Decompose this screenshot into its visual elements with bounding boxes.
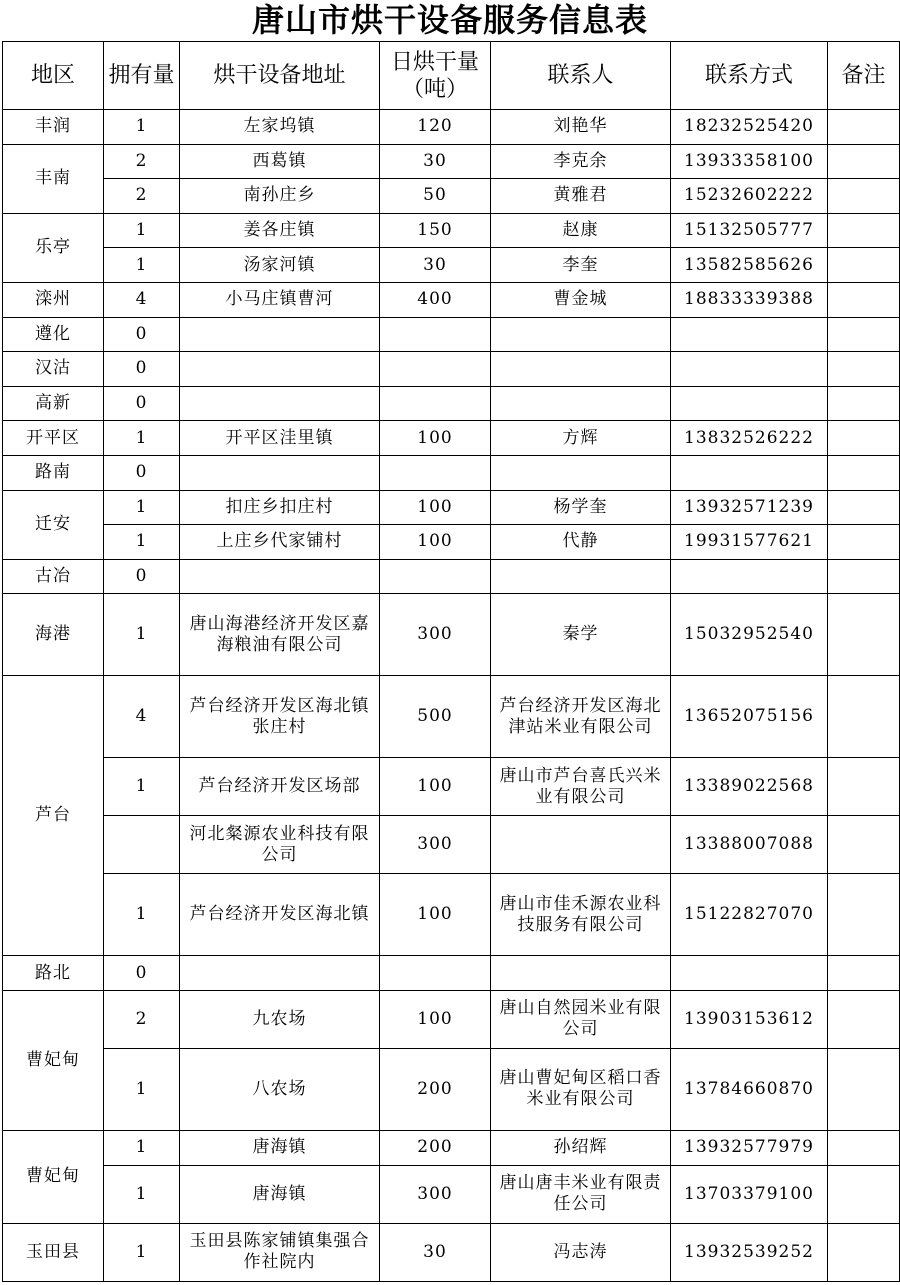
address-cell: 唐山海港经济开发区嘉海粮油有限公司 [180,594,380,676]
phone-cell: 13582585626 [671,248,828,283]
region-cell: 滦州 [3,282,104,317]
capacity-cell: 50 [380,179,491,214]
table-row [3,248,900,283]
region-cell: 路南 [3,455,104,490]
address-cell: 芦台经济开发区海北镇 [180,874,380,956]
region-cell: 丰润 [3,110,104,145]
contact-cell [491,956,671,991]
table-row [3,559,900,594]
address-cell [180,386,380,421]
contact-cell [491,317,671,352]
phone-cell: 15232602222 [671,179,828,214]
phone-cell [671,455,828,490]
region-cell: 开平区 [3,421,104,456]
address-cell: 姜各庄镇 [180,213,380,248]
note-cell [828,1223,900,1281]
capacity-cell [380,352,491,387]
count-cell: 2 [104,990,180,1048]
contact-cell: 唐山市芦台喜氏兴米业有限公司 [491,758,671,816]
header-note: 备注 [828,42,900,110]
table-row [3,110,900,145]
header-phone: 联系方式 [671,42,828,110]
count-cell: 0 [104,455,180,490]
capacity-cell: 200 [380,1048,491,1130]
note-cell [828,874,900,956]
region-cell: 古冶 [3,559,104,594]
table-row [3,282,900,317]
phone-cell [671,352,828,387]
dryer-info-table [2,41,900,1282]
count-cell: 1 [104,248,180,283]
count-cell: 0 [104,386,180,421]
count-cell: 0 [104,317,180,352]
address-cell: 八农场 [180,1048,380,1130]
capacity-cell: 120 [380,110,491,145]
address-cell: 汤家河镇 [180,248,380,283]
contact-cell: 唐山唐丰米业有限责任公司 [491,1165,671,1223]
note-cell [828,758,900,816]
contact-cell: 代静 [491,525,671,560]
header-region: 地区 [3,42,104,110]
table-body [3,110,900,1282]
table-row [3,179,900,214]
page-title: 唐山市烘干设备服务信息表 [251,1,648,39]
count-cell: 4 [104,676,180,758]
count-cell: 1 [104,1165,180,1223]
phone-cell [671,956,828,991]
capacity-cell: 100 [380,758,491,816]
contact-cell: 李奎 [491,248,671,283]
contact-cell: 秦学 [491,594,671,676]
table-row [3,956,900,991]
note-cell [828,179,900,214]
phone-cell: 13652075156 [671,676,828,758]
address-cell: 芦台经济开发区场部 [180,758,380,816]
contact-cell: 冯志涛 [491,1223,671,1281]
table-row [3,676,900,758]
note-cell [828,525,900,560]
count-cell: 1 [104,421,180,456]
region-cell: 曹妃甸 [3,990,104,1130]
count-cell: 4 [104,282,180,317]
phone-cell: 13389022568 [671,758,828,816]
address-cell: 玉田县陈家铺镇集强合作社院内 [180,1223,380,1281]
count-cell: 0 [104,352,180,387]
contact-cell: 李克余 [491,144,671,179]
contact-cell [491,816,671,874]
count-cell: 1 [104,110,180,145]
phone-cell: 13932577979 [671,1130,828,1165]
region-cell: 汉沽 [3,352,104,387]
table-row [3,213,900,248]
table-row [3,317,900,352]
count-cell [104,816,180,874]
note-cell [828,213,900,248]
address-cell: 河北粲源农业科技有限公司 [180,816,380,874]
note-cell [828,317,900,352]
phone-cell: 13388007088 [671,816,828,874]
phone-cell: 15032952540 [671,594,828,676]
capacity-cell: 500 [380,676,491,758]
count-cell: 1 [104,525,180,560]
phone-cell: 13933358100 [671,144,828,179]
count-cell: 1 [104,213,180,248]
region-cell: 曹妃甸 [3,1130,104,1223]
capacity-cell: 300 [380,816,491,874]
note-cell [828,816,900,874]
header-address: 烘干设备地址 [180,42,380,110]
note-cell [828,594,900,676]
phone-cell: 18833339388 [671,282,828,317]
note-cell [828,352,900,387]
count-cell: 1 [104,1048,180,1130]
contact-cell: 唐山自然园米业有限公司 [491,990,671,1048]
phone-cell [671,559,828,594]
phone-cell [671,317,828,352]
contact-cell: 刘艳华 [491,110,671,145]
region-cell: 海港 [3,594,104,676]
count-cell: 2 [104,179,180,214]
capacity-cell: 300 [380,1165,491,1223]
capacity-cell [380,386,491,421]
capacity-cell: 30 [380,1223,491,1281]
region-cell: 芦台 [3,676,104,956]
table-row [3,421,900,456]
phone-cell: 13832526222 [671,421,828,456]
note-cell [828,282,900,317]
note-cell [828,421,900,456]
contact-cell: 唐山曹妃甸区稻口香米业有限公司 [491,1048,671,1130]
phone-cell: 13903153612 [671,990,828,1048]
address-cell: 上庄乡代家铺村 [180,525,380,560]
phone-cell: 13703379100 [671,1165,828,1223]
address-cell: 扣庄乡扣庄村 [180,490,380,525]
capacity-cell [380,317,491,352]
note-cell [828,1165,900,1223]
note-cell [828,386,900,421]
region-cell: 遵化 [3,317,104,352]
note-cell [828,490,900,525]
header-contact: 联系人 [491,42,671,110]
count-cell: 0 [104,956,180,991]
table-row [3,490,900,525]
count-cell: 0 [104,559,180,594]
count-cell: 1 [104,490,180,525]
table-row [3,455,900,490]
contact-cell: 芦台经济开发区海北津站米业有限公司 [491,676,671,758]
phone-cell: 13784660870 [671,1048,828,1130]
count-cell: 1 [104,1130,180,1165]
address-cell [180,559,380,594]
table-row [3,352,900,387]
capacity-cell: 100 [380,874,491,956]
address-cell: 唐海镇 [180,1165,380,1223]
capacity-cell: 100 [380,421,491,456]
table-row [3,758,900,816]
address-cell: 开平区洼里镇 [180,421,380,456]
phone-cell: 15122827070 [671,874,828,956]
contact-cell: 方辉 [491,421,671,456]
note-cell [828,110,900,145]
contact-cell [491,386,671,421]
note-cell [828,1048,900,1130]
address-cell: 西葛镇 [180,144,380,179]
capacity-cell: 150 [380,213,491,248]
count-cell: 1 [104,594,180,676]
address-cell: 唐海镇 [180,1130,380,1165]
capacity-cell [380,559,491,594]
address-cell [180,317,380,352]
region-cell: 丰南 [3,144,104,213]
address-cell: 九农场 [180,990,380,1048]
address-cell [180,455,380,490]
address-cell: 小马庄镇曹河 [180,282,380,317]
address-cell: 芦台经济开发区海北镇张庄村 [180,676,380,758]
count-cell: 2 [104,144,180,179]
capacity-cell [380,956,491,991]
table-row [3,1165,900,1223]
capacity-cell: 30 [380,248,491,283]
count-cell: 1 [104,1223,180,1281]
phone-cell: 13932571239 [671,490,828,525]
note-cell [828,1130,900,1165]
region-cell: 迁安 [3,490,104,559]
table-row [3,990,900,1048]
address-cell: 南孙庄乡 [180,179,380,214]
header-count: 拥有量 [104,42,180,110]
note-cell [828,455,900,490]
contact-cell: 赵康 [491,213,671,248]
phone-cell: 15132505777 [671,213,828,248]
capacity-cell: 300 [380,594,491,676]
table-row [3,874,900,956]
address-cell [180,956,380,991]
table-row [3,816,900,874]
note-cell [828,676,900,758]
table-row [3,1130,900,1165]
capacity-cell: 100 [380,525,491,560]
note-cell [828,990,900,1048]
phone-cell: 18232525420 [671,110,828,145]
contact-cell: 唐山市佳禾源农业科技服务有限公司 [491,874,671,956]
contact-cell [491,455,671,490]
table-row [3,386,900,421]
contact-cell: 孙绍辉 [491,1130,671,1165]
table-row [3,144,900,179]
address-cell [180,352,380,387]
region-cell: 乐亭 [3,213,104,282]
contact-cell [491,352,671,387]
capacity-cell [380,455,491,490]
region-cell: 玉田县 [3,1223,104,1281]
note-cell [828,559,900,594]
region-cell: 路北 [3,956,104,991]
phone-cell: 13932539252 [671,1223,828,1281]
capacity-cell: 100 [380,990,491,1048]
contact-cell [491,559,671,594]
capacity-cell: 200 [380,1130,491,1165]
contact-cell: 曹金城 [491,282,671,317]
capacity-cell: 100 [380,490,491,525]
capacity-cell: 30 [380,144,491,179]
contact-cell: 杨学奎 [491,490,671,525]
address-cell: 左家坞镇 [180,110,380,145]
note-cell [828,956,900,991]
phone-cell [671,386,828,421]
table-row [3,1048,900,1130]
note-cell [828,144,900,179]
region-cell: 高新 [3,386,104,421]
count-cell: 1 [104,874,180,956]
table-row [3,1223,900,1281]
contact-cell: 黄雅君 [491,179,671,214]
note-cell [828,248,900,283]
header-row [3,42,900,110]
header-capacity: 日烘干量（吨） [380,42,491,110]
table-row [3,525,900,560]
table-row [3,594,900,676]
count-cell: 1 [104,758,180,816]
phone-cell: 19931577621 [671,525,828,560]
capacity-cell: 400 [380,282,491,317]
